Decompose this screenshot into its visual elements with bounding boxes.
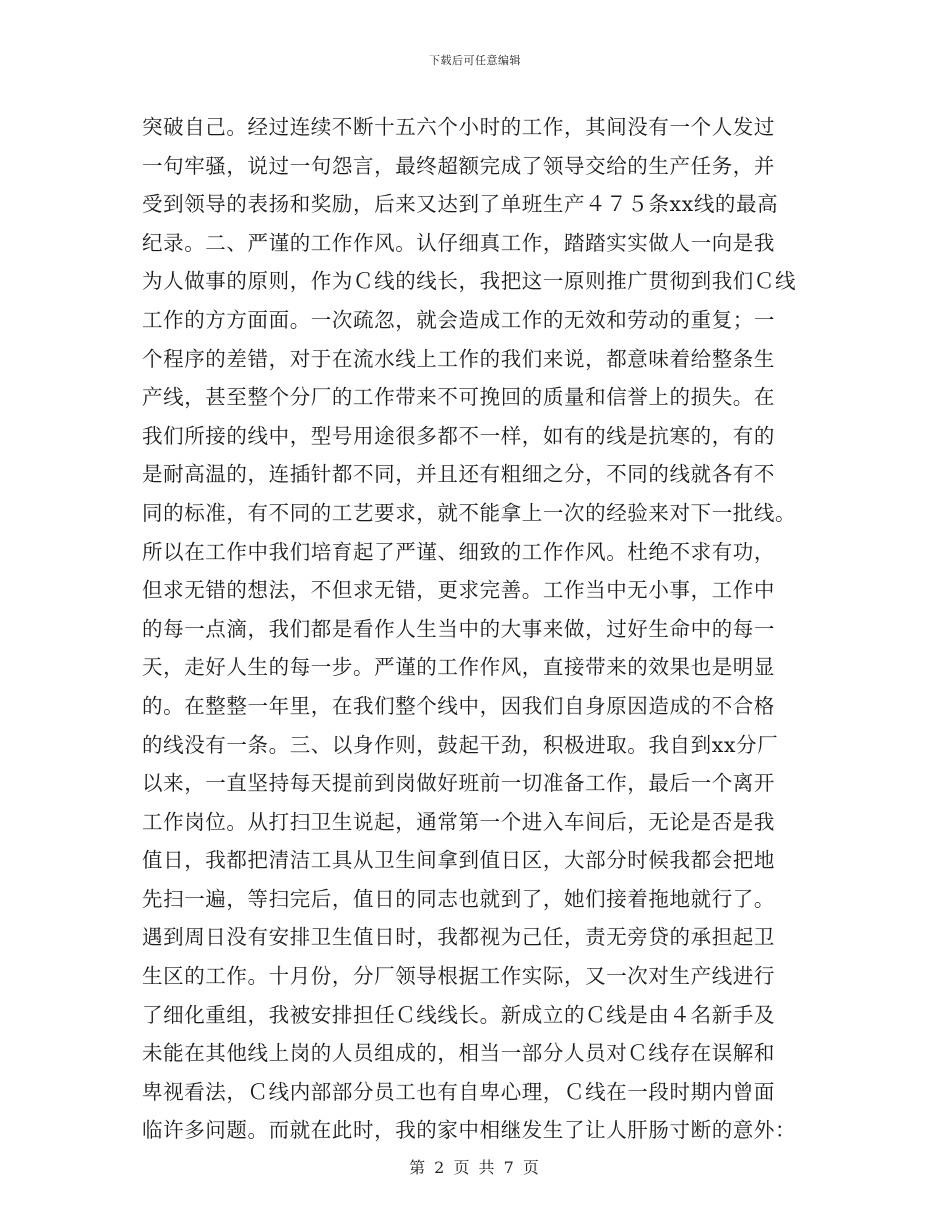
body-line: 但求无错的想法，不但求无错，更求完善。工作当中无小事，工作中: [142, 578, 775, 603]
body-line: 同的标准，有不同的工艺要求，就不能拿上一次的经验来对下一批线。: [142, 500, 797, 525]
body-line: 天，走好人生的每一步。严谨的工作作风，直接带来的效果也是明显: [142, 655, 775, 680]
body-line: 以来，一直坚持每天提前到岗做好班前一切准备工作，最后一个离开: [142, 771, 775, 796]
body-line: 我们所接的线中，型号用途很多都不一样，如有的线是抗寒的，有的: [142, 423, 775, 448]
body-line: 个程序的差错，对于在流水线上工作的我们来说，都意味着给整条生: [142, 346, 775, 371]
page-header: 下载后可任意编辑: [429, 54, 521, 67]
body-line: 生区的工作。十月份，分厂领导根据工作实际，又一次对生产线进行: [142, 964, 775, 989]
body-line: 工作的方方面面。一次疏忽，就会造成工作的无效和劳动的重复；一: [142, 307, 775, 332]
body-line: 了细化重组，我被安排担任Ｃ线线长。新成立的Ｃ线是由４名新手及: [142, 1002, 775, 1027]
body-line: 突破自己。经过连续不断十五六个小时的工作，其间没有一个人发过: [142, 115, 775, 139]
body-line: 临许多问题。而就在此时，我的家中相继发生了让人肝肠寸断的意外：: [142, 1118, 797, 1143]
body-line: 为人做事的原则，作为Ｃ线的线长，我把这一原则推广贯彻到我们Ｃ线: [142, 269, 797, 294]
body-line: 的。在整整一年里，在我们整个线中，因我们自身原因造成的不合格: [142, 693, 775, 718]
body-line: 的线没有一条。三、以身作则，鼓起干劲，积极进取。我自到xx分厂: [142, 732, 779, 757]
body-line: 是耐高温的，连插针都不同，并且还有粗细之分，不同的线就各有不: [142, 462, 775, 487]
body-text: [142, 108, 822, 1150]
body-line: 纪录。二、严谨的工作作风。认仔细真工作，踏踏实实做人一向是我: [142, 230, 775, 255]
body-line: 受到领导的表扬和奖励，后来又达到了单班生产４７５条xx线的最高: [142, 192, 779, 217]
body-line: 先扫一遍，等扫完后，值日的同志也就到了，她们接着拖地就行了。: [142, 886, 775, 911]
body-line: 产线，甚至整个分厂的工作带来不可挽回的质量和信誉上的损失。在: [142, 385, 775, 410]
page-footer: 第 2 页 共 7 页: [409, 1158, 541, 1177]
body-line: 值日，我都把清洁工具从卫生间拿到值日区，大部分时候我都会把地: [142, 848, 775, 873]
body-line: 未能在其他线上岗的人员组成的，相当一部分人员对Ｃ线存在误解和: [142, 1041, 775, 1066]
body-line: 卑视看法，Ｃ线内部部分员工也有自卑心理，Ｃ线在一段时期内曾面: [142, 1079, 775, 1104]
body-line: 所以在工作中我们培育起了严谨、细致的工作作风。杜绝不求有功，: [142, 539, 775, 564]
body-line: 的每一点滴，我们都是看作人生当中的大事来做，过好生命中的每一: [142, 616, 775, 641]
body-line: 工作岗位。从打扫卫生说起，通常第一个进入车间后，无论是否是我: [142, 809, 775, 834]
body-line: 一句牢骚，说过一句怨言，最终超额完成了领导交给的生产任务，并: [142, 153, 775, 178]
body-line: 遇到周日没有安排卫生值日时，我都视为己任，责无旁贷的承担起卫: [142, 925, 775, 950]
